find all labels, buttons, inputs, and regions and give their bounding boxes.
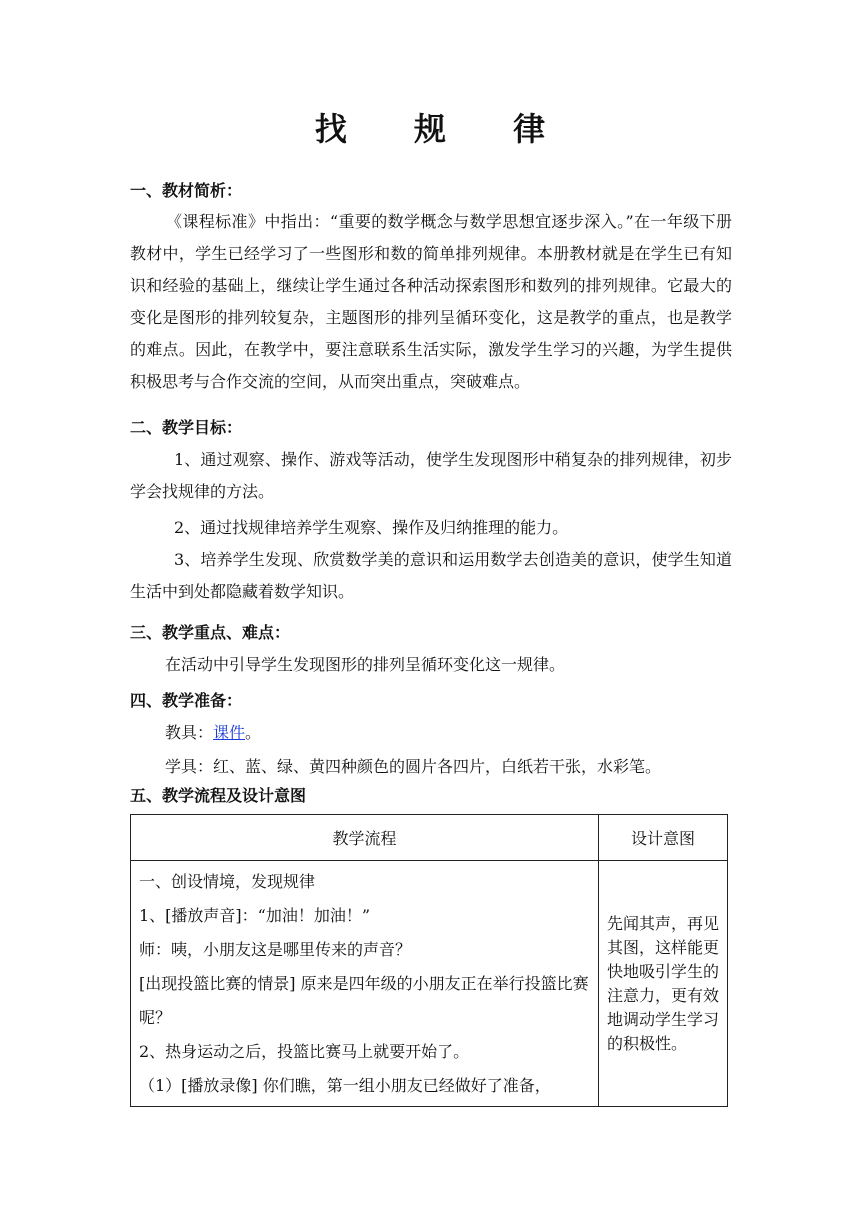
flow-line: [出现投篮比赛的情景] 原来是四年级的小朋友正在举行投篮比赛呢？: [139, 974, 589, 1027]
teacher-materials-end: 。: [245, 723, 262, 742]
teacher-materials: [165, 720, 261, 743]
section-heading-analysis: 一、教材简析：: [130, 181, 243, 200]
intent-cell: [599, 861, 728, 1107]
flow-line: 2、热身运动之后，投篮比赛马上就要开始了。: [139, 1042, 470, 1061]
design-intent-text: 先闻其声，再见其图，这样能更快地吸引学生的注意力，更有效地调动学生学习的积极性。: [607, 913, 720, 1053]
document-title: 找 规 律: [314, 110, 574, 148]
flow-cell: [131, 861, 599, 1107]
objective-item-2: 2、通过找规律培养学生观察、操作及归纳推理的能力。: [174, 518, 569, 537]
flow-line: 1、[播放声音]：“加油！加油！”: [139, 906, 371, 925]
flow-line: 师：咦，小朋友这是哪里传来的声音？: [139, 940, 412, 959]
key-points-text: 在活动中引导学生发现图形的排列呈循环变化这一规律。: [165, 655, 566, 674]
analysis-paragraph: 《课程标准》中指出：“重要的数学概念与数学思想宜逐步深入。”在一年级下册教材中，学生已经学习了一些图形和数的简单排列规律。本册教材就是在学生已有知识和经验的基础上，继续让学生通过各种活动探索图形和数列的排列规律。它最大的变化是图形的排列较复杂，主题图形的排列呈循环变化，这是教学的重点，也是教学的难点。因此，在教学中，要注意联系生活实际，激发学生学习的兴趣，为学生提供积极思考与合作交流的空间，从而突出重点，突破难点。: [130, 212, 732, 391]
table-header-intent: 设计意图: [599, 815, 728, 861]
section-heading-flow: 五、教学流程及设计意图: [130, 786, 307, 805]
flow-line: （1）[播放录像] 你们瞧，第一组小朋友已经做好了准备，: [139, 1076, 551, 1095]
teaching-flow-table: [130, 814, 728, 1107]
section-heading-preparation: 四、教学准备：: [130, 691, 243, 710]
table-header-flow: 教学流程: [131, 815, 599, 861]
objective-item-1: 1、通过观察、操作、游戏等活动，使学生发现图形中稍复杂的排列规律，初步学会找规律的方法。: [130, 450, 732, 501]
section-heading-objectives: 二、教学目标：: [130, 418, 243, 437]
teacher-materials-label: 教具：: [165, 723, 214, 742]
student-materials: 学具：红、蓝、绿、黄四种颜色的圆片各四片，白纸若干张，水彩笔。: [165, 757, 662, 776]
courseware-link[interactable]: 课件: [213, 723, 246, 742]
section-heading-key-points: 三、教学重点、难点：: [130, 623, 291, 642]
objective-item-3: 3、培养学生发现、欣赏数学美的意识和运用数学去创造美的意识，使学生知道生活中到处都隐藏着数学知识。: [130, 550, 732, 601]
flow-line: 一、创设情境，发现规律: [139, 872, 316, 891]
